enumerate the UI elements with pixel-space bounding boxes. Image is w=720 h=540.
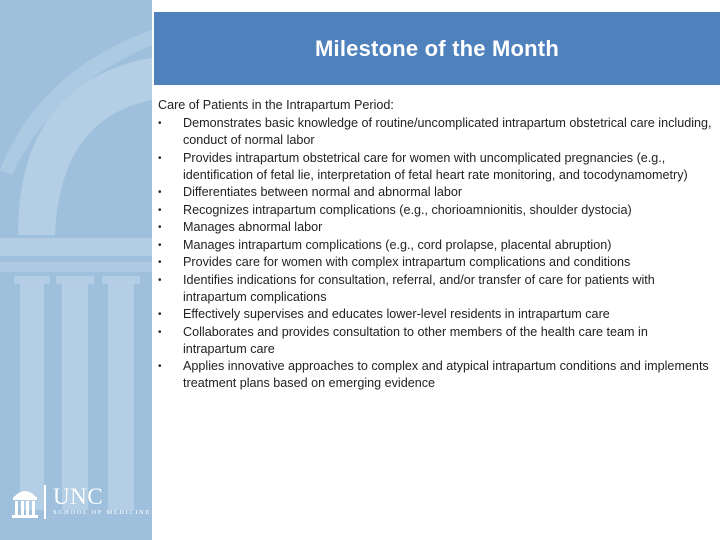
bullet-item: [158, 272, 714, 306]
slide-title: Milestone of the Month: [315, 35, 559, 61]
bullet-item: [158, 184, 714, 201]
bullet-text: Manages abnormal labor: [183, 220, 323, 234]
bullet-text: Demonstrates basic knowledge of routine/uncomplicated intrapartum obstetrical care including, conduct of normal labor: [183, 116, 712, 147]
bullet-item: [158, 237, 714, 254]
bullet-text: Applies innovative approaches to complex and atypical intrapartum conditions and implements treatment plans based on emerging evidence: [183, 359, 709, 390]
bullet-marker: •: [158, 222, 162, 233]
bullet-item: [158, 150, 714, 184]
bullet-text: Provides care for women with complex intrapartum complications and conditions: [183, 255, 631, 269]
bullet-marker: •: [158, 361, 162, 372]
bullet-marker: •: [158, 326, 162, 338]
bullet-marker: •: [158, 309, 162, 320]
unc-school-of-medicine-logo: [12, 485, 151, 519]
logo-subtitle: SCHOOL OF MEDICINE: [53, 509, 151, 516]
bullet-marker: •: [158, 257, 162, 268]
bullet-item: [158, 324, 714, 358]
bullet-text: Manages intrapartum complications (e.g., cord prolapse, placental abruption): [183, 237, 612, 252]
bullet-text: Identifies indications for consultation, referral, and/or transfer of care for patients with intrapartum complications: [183, 272, 655, 304]
bullet-text: Differentiates between normal and abnormal labor: [183, 185, 463, 199]
bullet-marker: •: [158, 187, 162, 198]
bullet-text: Recognizes intrapartum complications (e.g., chorioamnionitis, shoulder dystocia): [183, 202, 632, 217]
bullet-text: Collaborates and provides consultation to other members of the health care team in intrapartum care: [183, 324, 648, 356]
bullet-marker: •: [158, 152, 162, 164]
bullet-item: [158, 115, 714, 149]
sidebar-panel: [0, 0, 152, 540]
title-bar: [154, 12, 720, 85]
bullet-item: [158, 358, 714, 392]
bullet-item: [158, 202, 714, 219]
slide-content: [158, 97, 714, 393]
bullet-marker: •: [158, 274, 162, 286]
bullet-marker: •: [158, 118, 162, 129]
bullet-item: [158, 306, 714, 323]
bullet-marker: •: [158, 239, 162, 251]
bullet-text: Effectively supervises and educates lower-level residents in intrapartum care: [183, 307, 610, 321]
content-intro: Care of Patients in the Intrapartum Period:: [158, 98, 394, 112]
bullet-item: [158, 254, 714, 271]
bullet-marker: •: [158, 204, 162, 216]
bullet-item: [158, 219, 714, 236]
logo-divider: [44, 485, 46, 519]
bullet-text: Provides intrapartum obstetrical care for women with uncomplicated pregnancies (e.g., identification of fetal lie, interpretation of fetal heart rate monitoring, and tocodynamometry): [183, 150, 688, 182]
old-well-icon: [12, 485, 38, 519]
bullet-list: [158, 115, 714, 392]
logo-wordmark: [53, 486, 151, 518]
old-well-watermark: [0, 0, 152, 540]
logo-name: UNC: [53, 484, 104, 509]
